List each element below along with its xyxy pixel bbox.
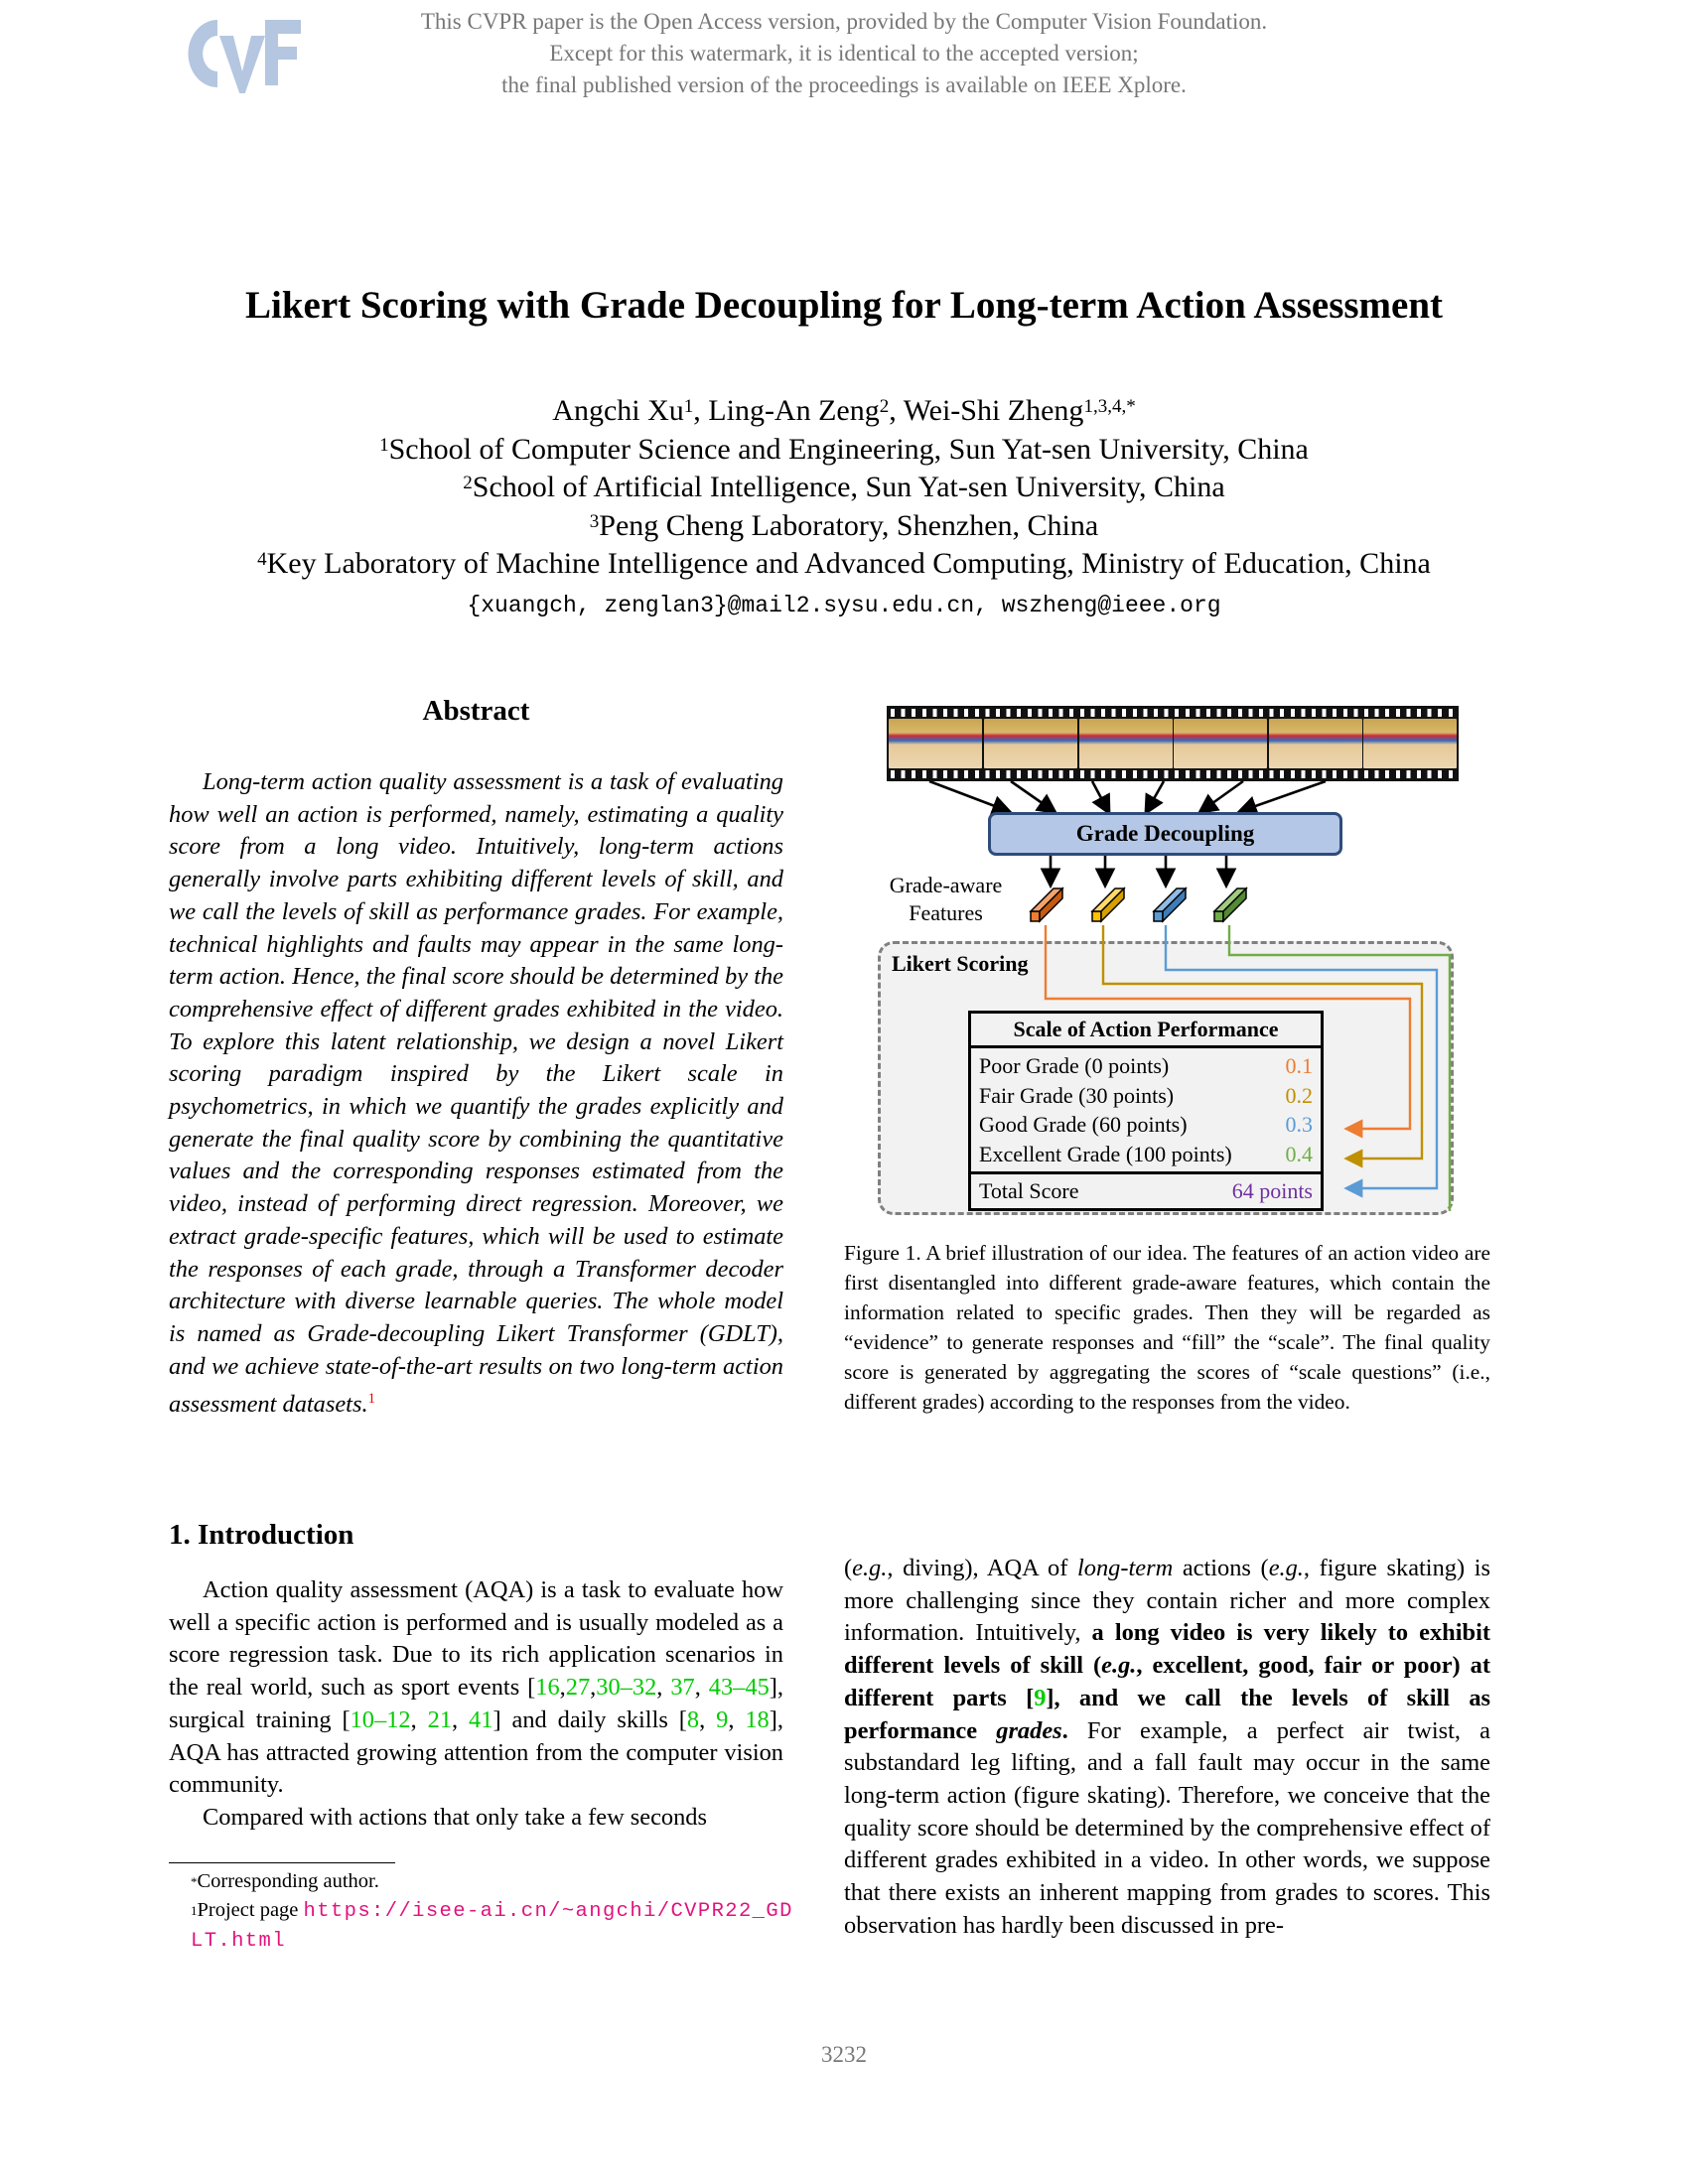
author-name: Wei-Shi Zheng [903,394,1084,427]
text: long-term [1077,1555,1174,1581]
citation[interactable]: 8 [686,1706,700,1733]
text: ], AQA has attracted growing attention from the computer vision community. [169,1706,783,1799]
watermark-text [0,6,1688,101]
affiliation [0,545,1688,584]
paper-title: Likert Scoring with Grade Decoupling for Long-term Action Assessment [244,284,1444,327]
abstract-text [169,766,783,1422]
author-names: Angchi Xu$^1$, Ling-An Zeng$^2$, Wei-Shi Zheng$^{1,3,4,*}$ [552,394,1136,427]
affiliation [0,507,1688,546]
label-line: Features [909,900,983,925]
text: ( [844,1555,853,1581]
scale-table [968,1011,1324,1211]
text: Project page [197,1899,304,1921]
citation[interactable]: 21 [427,1706,453,1733]
text: e.g. [852,1555,888,1581]
figure-1 [874,695,1470,1211]
grade-row [971,1110,1321,1140]
affiliation-sup: 3 [589,510,600,532]
affiliation-sup: 2 [463,473,473,493]
page-number: 3232 [821,2042,867,2067]
affiliation [0,431,1688,470]
grade-label: Excellent Grade (100 points) [979,1141,1232,1166]
grade-row [971,1051,1321,1081]
grade-label: Fair Grade (30 points) [979,1082,1175,1108]
watermark-line: the final published version of the proceedings is available on IEEE Xplore. [501,72,1187,97]
scale-rows [971,1048,1321,1174]
footnote-mark: * [191,1874,198,1889]
text: ], surgical training [ [169,1674,783,1733]
author-sup: 2 [879,396,890,417]
text: , diving), AQA of [887,1555,1077,1581]
total-label: Total Score [979,1178,1079,1203]
affiliation-text: School of Artificial Intelligence, Sun Yat-sen University, China [472,471,1225,503]
grade-response: 0.4 [1285,1141,1313,1166]
affiliation-sup: 4 [257,549,267,570]
text: . [1061,1716,1068,1744]
text: ] and daily skills [ [492,1706,687,1733]
watermark-line: This CVPR paper is the Open Access version, provided by the Computer Vision Foundation. [420,9,1268,34]
intro-right-text [844,1553,1490,1942]
citation[interactable]: 43–45 [708,1674,770,1702]
grade-row [971,1140,1321,1169]
text: a long video is very likely to exhibit different levels of skill ( [844,1619,1490,1680]
citation[interactable]: 9 [1034,1684,1047,1711]
footnote-mark: 1 [191,1903,198,1918]
author-sup: 1,3,4,* [1083,396,1136,417]
grade-response: 0.2 [1285,1082,1313,1108]
citation[interactable]: 9 [716,1706,729,1733]
affiliation-sup: 1 [379,434,389,456]
intro-left-text [169,1574,783,1835]
affiliation-text: Key Laboratory of Machine Intelligence and Advanced Computing, Ministry of Education, China [266,547,1431,580]
citation[interactable]: 41 [469,1706,493,1733]
author-block [0,392,1688,624]
grade-response: 0.3 [1285,1112,1313,1137]
section-heading-introduction: 1. Introduction [169,1519,354,1551]
text: e.g. [1268,1555,1304,1581]
text: e.g. [1101,1652,1137,1680]
label-line: Grade-aware [889,873,1003,897]
text: , excellent, good, fair or poor) at different parts [ [844,1652,1490,1711]
citation[interactable]: 37 [670,1674,695,1702]
author-name: Angchi Xu [552,394,684,427]
citation[interactable]: 16 [535,1674,560,1702]
text: Action quality assessment (AQA) is a task to evaluate how well a specific action is performed and is usually modeled as a score regression task. Due to its rich application scenarios in the real world, such as sport events [ [169,1576,783,1702]
author-sup: 1 [683,396,694,417]
citation[interactable]: 27 [565,1674,591,1702]
author-emails: {xuangch, zenglan3}@mail2.sysu.edu.cn, wszheng@ieee.org [467,592,1221,618]
footnotes [169,1867,804,1956]
author-name: Ling-An Zeng [708,394,880,427]
footnote-corresponding [169,1867,804,1896]
citation[interactable]: 18 [745,1706,770,1733]
grade-label: Poor Grade (0 points) [979,1053,1170,1078]
intro-paragraph-2-start: Compared with actions that only take a few seconds [203,1803,707,1831]
text: , figure skating) is more challenging since they contain richer and more complex information. Intuitively, [844,1555,1490,1647]
intro-paragraph-1: Action quality assessment (AQA) is a task to evaluate how well a specific action is performed and is usually modeled as a score regression task. Due to its rich application scenarios in the real world, such as sport events [16,27,30–32, 37, 43–45], surgical training [10–12, 21, 41] and daily skills [8, 9, 18], AQA has attracted growing attention from the computer vision community. [169,1576,783,1799]
scale-table-title: Scale of Action Performance [971,1014,1321,1048]
citation[interactable]: 30–32 [596,1674,657,1702]
footnote-rule [169,1862,395,1863]
total-value: 64 points [1231,1178,1313,1203]
watermark-line: Except for this watermark, it is identical to the accepted version; [549,41,1139,66]
grade-response: 0.1 [1285,1053,1313,1078]
abstract-heading: Abstract [422,695,530,727]
project-link[interactable]: https://isee-ai.cn/~angchi/CVPR22_GDLT.html [191,1900,793,1953]
grade-row [971,1081,1321,1111]
abstract-body: Long-term action quality assessment is a task of evaluating how well an action is performed, namely, estimating a quality score from a long video. Intuitively, long-term actions generally involve parts exhibiting different levels of skill, and we call the levels of skill as performance grades. For example, technical highlights and faults may appear in the same long-term action. Hence, the final score should be determined by the comprehensive effect of different grades exhibited in the video. To explore this latent relationship, we design a novel Likert scoring paradigm inspired by the Likert scale in psychometrics, in which we quantify the grades explicitly and generate the final quality score by combining the quantitative values and the corresponding responses estimated from the video, instead of performing direct regression. Moreover, we extract grade-specific features, which will be used to estimate the responses of each grade, through a Transformer decoder architecture with diverse learnable queries. The whole model is named as Grade-decoupling Likert Transformer (GDLT), and we achieve state-of-the-art results on two long-term action assessment datasets. [169,768,783,1419]
affiliation-text: Peng Cheng Laboratory, Shenzhen, China [599,508,1099,542]
citation[interactable]: 10–12 [350,1706,411,1733]
total-row [971,1174,1321,1208]
affiliation-text: School of Computer Science and Engineering, Sun Yat-sen University, China [388,432,1309,466]
footnote-ref[interactable]: 1 [367,1391,376,1408]
footnote-project [169,1896,804,1956]
affiliation [0,469,1688,507]
grade-decoupling-box: Grade Decoupling [988,812,1342,856]
figure-caption: Figure 1. A brief illustration of our idea. The features of an action video are first disentangled into different grade-aware features, which contain the information related to specific grades. Then they will be regarded as “evidence” to generate responses and “fill” the “scale”. The final quality score is generated by aggregating the scores of “scale questions” (i.e., different grades) according to the responses from the video. [844,1241,1490,1414]
text: grades [996,1716,1062,1744]
text: actions ( [1173,1555,1269,1581]
text: For example, a perfect air twist, a substandard leg lifting, and a fall fault may occur in the same long-term action (figure skating). Therefore, we conceive that the quality score should be determined by the comprehensive effect of different grades exhibited in a video. In other words, we suppose that there exists an inherent mapping from grades to scores. This observation has hardly been discussed in pre- [844,1716,1491,1939]
likert-scoring-label: Likert Scoring [892,951,1029,976]
text: ], and we call the levels of skill as performance [844,1684,1491,1744]
grade-label: Good Grade (60 points) [979,1112,1188,1137]
text: Corresponding author. [197,1870,379,1892]
